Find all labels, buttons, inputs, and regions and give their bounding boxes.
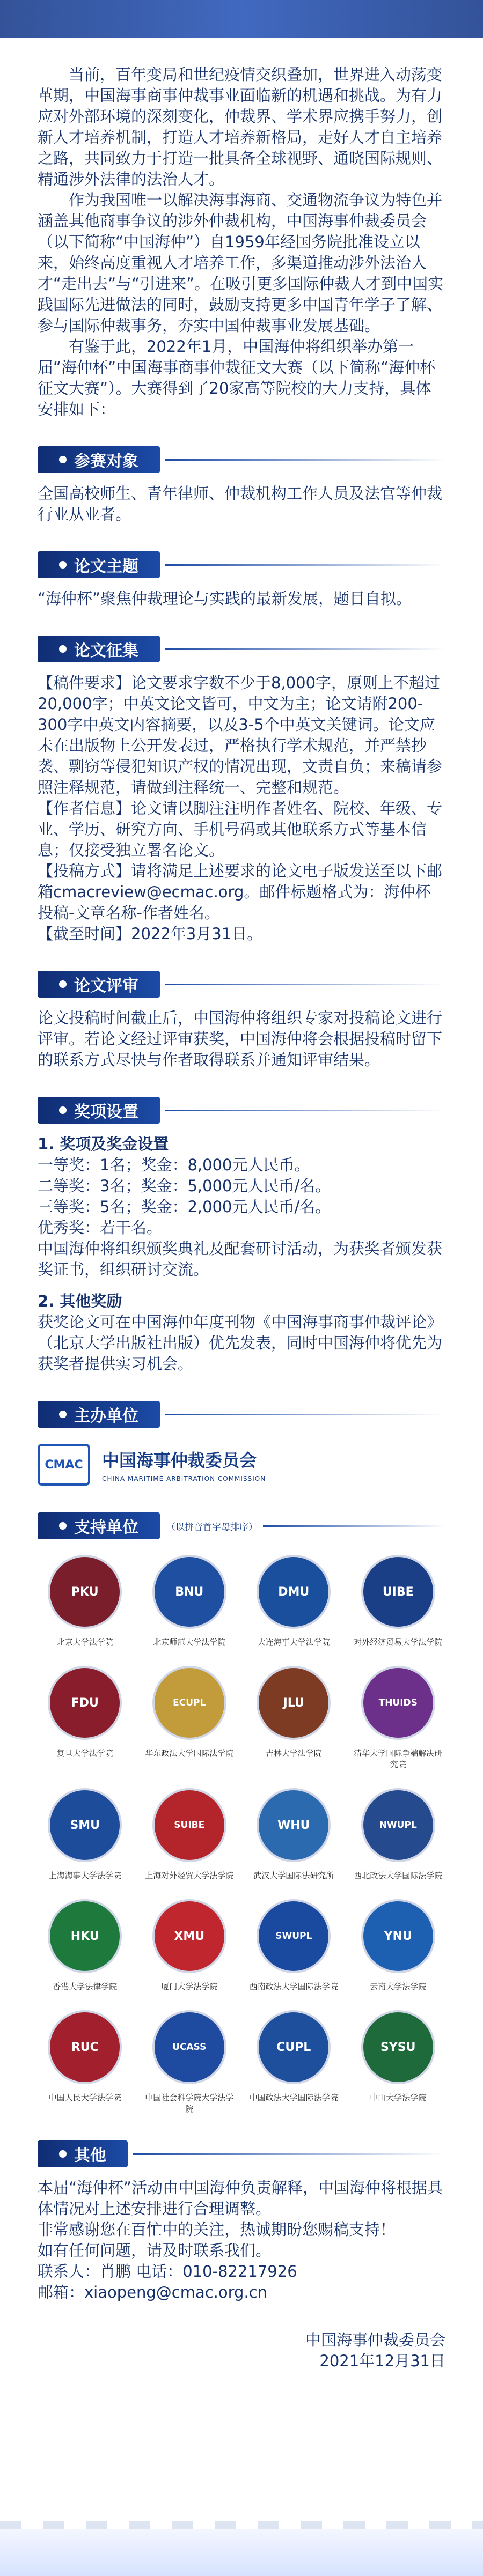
section-title: 论文主题 [38,551,160,578]
supporter-item [246,1666,341,1770]
university-logo: HKU [48,1899,122,1973]
university-name: 北京师范大学法学院 [153,1637,226,1647]
university-name: 上海对外经贸大学法学院 [145,1871,234,1880]
university-logo: NWUPL [361,1788,435,1862]
university-logo: XMU [152,1899,226,1973]
university-name: 中国社会科学院大学法学院 [145,2093,234,2114]
supporter-item [351,1899,446,1992]
section-divider [165,1414,445,1415]
university-name: 北京大学法学院 [56,1637,113,1647]
university-name: 吉林大学法学院 [265,1748,322,1758]
awards-subhead-1: 1. 奖项及奖金设置 [38,1135,169,1153]
intro-paragraph-2: 作为我国唯一以解决海事海商、交通物流争议为特色并涵盖其他商事争议的涉外仲裁机构，中国海事仲裁委员会（以下简称“中国海仲”）自1959年经国务院批准设立以来，始终高度重视人才培养工作，多渠道推动涉外法治人才“走出去”与“引进来”。在吸引更多国际仲裁人才到中国实践国际先进做法的同时，鼓励支持更多中国青年学子了解、参与国际仲裁事务，夯实中国仲裁事业发展基础。 [38,191,444,335]
section-call [38,635,445,944]
section-title: 其他 [38,2140,128,2167]
host-org [38,1443,445,1486]
supporters-note: （以拼音首字母排序） [166,1522,258,1533]
call-author-info: 【作者信息】论文请以脚注注明作者姓名、院校、年级、专业、学历、研究方向、手机号码或其他联系方式等基本信息；仅接受独立署名论文。 [38,799,443,859]
section-title: 主办单位 [38,1401,160,1428]
theme-text: “海仲杯”聚焦仲裁理论与实践的最新发展，题目自拟。 [38,589,412,608]
university-logo: DMU [257,1555,331,1629]
award-second: 二等奖：3名；奖金：5,000元人民币/名。 [38,1177,331,1195]
section-other [38,2140,445,2372]
university-name: 上海海事大学法学院 [48,1871,121,1880]
section-divider [165,1110,445,1111]
award-ceremony: 中国海仲将组织颁奖典礼及配套研讨活动，为获奖者颁发获奖证书，组织研讨交流。 [38,1239,443,1279]
supporter-item [38,1666,133,1770]
university-logo: SUIBE [152,1788,226,1862]
section-title: 论文评审 [38,971,160,998]
supporter-item [142,1788,237,1881]
university-logo: CUPL [257,2010,331,2084]
section-divider [133,2153,445,2155]
host-name-cn: 中国海事仲裁委员会 [102,1450,257,1471]
section-review [38,970,445,1071]
university-name: 西北政法大学国际法学院 [354,1871,443,1880]
supporter-item [246,1788,341,1881]
bullet-icon [59,1411,67,1418]
university-name: 复旦大学法学院 [56,1748,113,1758]
supporter-item [246,1899,341,1992]
email-line: 邮箱：xiaopeng@cmac.org.cn [38,2283,268,2301]
section-title: 支持单位 [38,1512,160,1539]
bullet-icon [59,2150,67,2158]
university-logo: SYSU [361,2010,435,2084]
main-content [38,64,445,2372]
section-divider [165,459,445,461]
award-other: 获奖论文可在中国海仲年度刊物《中国海事商事仲裁评论》（北京大学出版社出版）优先发表，同时中国海仲将优先为获奖者提供实习机会。 [38,1313,443,1373]
supporter-item [38,2010,133,2114]
bullet-icon [59,980,67,988]
supporter-item [246,1555,341,1648]
university-name: 清华大学国际争端解决研究院 [354,1748,443,1769]
intro-paragraph-3: 有鉴于此，2022年1月，中国海仲将组织举办第一届“海仲杯”中国海事商事仲裁征文大赛（以下简称“海仲杯征文大赛”）。大赛得到了20家高等院校的大力支持，具体安排如下： [38,337,436,418]
intro-paragraph-1: 当前，百年变局和世纪疫情交织叠加，世界进入动荡变革期，中国海事商事仲裁事业面临新的机遇和挑战。为有力应对外部环境的深刻变化，仲裁界、学术界应携手努力，创新人才培养机制，打造人才培养新格局，走好人才自主培养之路，共同致力于打造一批具备全球视野、通晓国际规则、精通涉外法律的法治人才。 [38,65,443,188]
section-host [38,1400,445,1486]
footer-decoration [0,2529,483,2576]
university-name: 中山大学法学院 [370,2093,427,2102]
university-name: 华东政法大学国际法学院 [145,1748,234,1758]
supporter-item [351,1555,446,1648]
university-logo: THUIDS [361,1666,435,1740]
university-logo: WHU [257,1788,331,1862]
bullet-icon [59,1106,67,1114]
university-name: 香港大学法律学院 [53,1982,118,1991]
award-first: 一等奖：1名；奖金：8,000元人民币。 [38,1156,310,1174]
other-line-3: 如有任何问题，请及时联系我们。 [38,2241,272,2260]
bullet-icon [59,456,67,463]
section-participants [38,446,445,525]
section-awards [38,1096,445,1375]
award-excellence: 优秀奖：若干名。 [38,1219,163,1237]
section-divider [165,564,445,566]
university-logo: UCASS [152,2010,226,2084]
university-name: 厦门大学法学院 [161,1982,218,1991]
university-logo: FDU [48,1666,122,1740]
supporter-item [142,1666,237,1770]
university-logo: YNU [361,1899,435,1973]
call-requirements: 【稿件要求】论文要求字数不少于8,000字，原则上不超过20,000字；中英文论文皆可，中文为主；论文请附200-300字中英文内容摘要，以及3-5个中英文关键词。论文应未在出版物上公开发表过，严格执行学术规范，并严禁抄袭、剽窃等侵犯知识产权的情况出现，文责自负；来稿请参照注释规范，请做到注释统一、完整和规范。 [38,674,443,796]
university-name: 中国政法大学国际法学院 [249,2093,338,2102]
university-name: 武汉大学国际法研究所 [253,1871,334,1880]
university-name: 中国人民大学法学院 [48,2093,121,2102]
supporter-grid [38,1555,445,2114]
university-name: 西南政法大学国际法学院 [249,1982,338,1991]
section-theme [38,551,445,609]
supporter-item [246,2010,341,2114]
top-decoration [0,0,483,38]
supporter-item [351,2010,446,2114]
section-title: 奖项设置 [38,1097,160,1124]
call-submission: 【投稿方式】请将满足上述要求的论文电子版发送至以下邮箱cmacreview@ecmac.org。邮件标题格式为：海仲杯投稿-文章名称-作者姓名。 [38,862,443,922]
supporter-item [142,1555,237,1648]
supporter-item [142,1899,237,1992]
supporter-item [142,2010,237,2114]
university-name: 大连海事大学法学院 [257,1637,330,1647]
university-name: 对外经济贸易大学法学院 [354,1637,443,1647]
section-title: 论文征集 [38,636,160,662]
section-supporters [38,1512,445,2114]
section-divider [165,648,445,650]
university-logo: JLU [257,1666,331,1740]
cmac-logo: CMAC [38,1444,90,1486]
section-divider [165,984,445,985]
supporter-item [351,1788,446,1881]
university-logo: RUC [48,2010,122,2084]
university-logo: SWUPL [257,1899,331,1973]
participants-text: 全国高校师生、青年律师、仲裁机构工作人员及法官等仲裁行业从业者。 [38,484,443,523]
university-logo: UIBE [361,1555,435,1629]
university-logo: ECUPL [152,1666,226,1740]
university-logo: SMU [48,1788,122,1862]
signature: 中国海事仲裁委员会 [305,2331,445,2349]
signature-date: 2021年12月31日 [319,2352,445,2370]
supporter-item [38,1788,133,1881]
bullet-icon [59,561,67,569]
host-name-en: CHINA MARITIME ARBITRATION COMMISSION [102,1475,266,1482]
award-third: 三等奖：5名；奖金：2,000元人民币/名。 [38,1198,331,1216]
other-line-1: 本届“海仲杯”活动由中国海仲负责解释，中国海仲将根据具体情况对上述安排进行合理调整。 [38,2179,443,2218]
bullet-icon [59,1522,67,1530]
awards-subhead-2: 2. 其他奖励 [38,1292,122,1310]
review-text: 论文投稿时间截止后，中国海仲将组织专家对投稿论文进行评审。若论文经过评审获奖，中国海仲将会根据投稿时留下的联系方式尽快与作者取得联系并通知评审结果。 [38,1009,443,1069]
section-title: 参赛对象 [38,446,160,473]
section-divider [263,1525,445,1527]
call-deadline: 【截至时间】2022年3月31日。 [38,925,263,943]
supporter-item [38,1555,133,1648]
bullet-icon [59,645,67,653]
supporter-item [351,1666,446,1770]
university-name: 云南大学法学院 [370,1982,427,1991]
supporter-item [38,1899,133,1992]
other-line-2: 非常感谢您在百忙中的关注，热诚期盼您赐稿支持！ [38,2220,396,2239]
contact-line: 联系人：肖鹏 电话：010-82217926 [38,2262,297,2280]
university-logo: PKU [48,1555,122,1629]
university-logo: BNU [152,1555,226,1629]
